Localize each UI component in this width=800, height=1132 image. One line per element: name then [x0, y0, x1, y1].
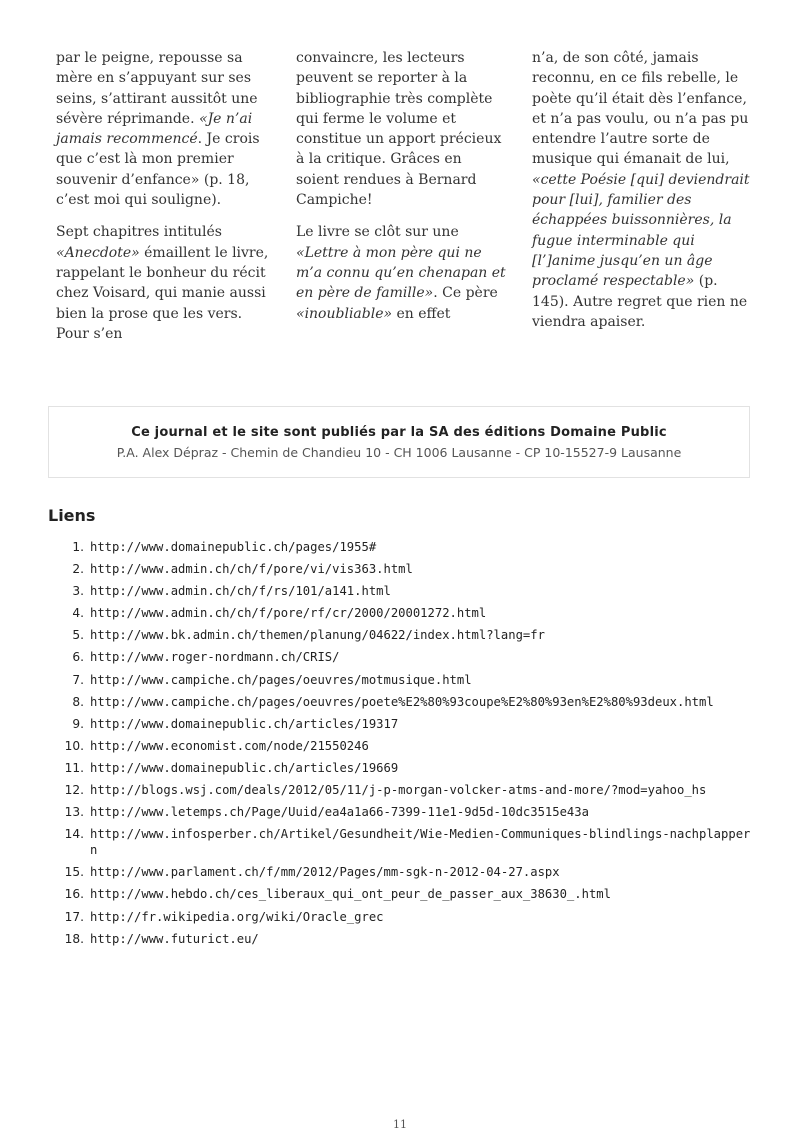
link-number: 17. [64, 909, 84, 924]
article-column-3 [532, 48, 752, 344]
link-number: 15. [64, 865, 84, 880]
publisher-line: Ce journal et le site sont publiés par la SA des éditions Domaine Public [131, 425, 667, 440]
link-url[interactable]: http://www.admin.ch/ch/f/rs/101/a141.html [90, 584, 391, 599]
link-item [56, 539, 756, 555]
quote-italic: «cette Poésie [qui] deviendrait pour [lui], familier des échappées buissonnières, la fugue interminable qui [l’]anime jusqu’en un âge proclamé respectable» [532, 171, 750, 290]
text-run: par le peigne, repousse sa mère en s’appuyant sur ses seins, s’attirant aussitôt une sévère réprimande. [56, 50, 258, 127]
link-number: 12. [64, 783, 84, 798]
link-item [56, 804, 756, 820]
link-item [56, 760, 756, 776]
link-number: 14. [64, 827, 84, 842]
link-url[interactable]: http://www.domainepublic.ch/articles/19317 [90, 716, 399, 731]
link-item [56, 886, 756, 902]
link-item [56, 782, 756, 798]
article-column-1 [56, 48, 272, 344]
paragraph [56, 222, 272, 344]
link-url[interactable]: http://www.infosperber.ch/Artikel/Gesundheit/Wie-Medien-Communiques-blindlings-nachplappern [90, 827, 751, 858]
link-number: 3. [72, 584, 84, 599]
link-url[interactable]: http://www.parlament.ch/f/mm/2012/Pages/mm-sgk-n-2012-04-27.aspx [90, 865, 560, 880]
links-list [56, 539, 756, 953]
link-number: 1. [72, 540, 84, 554]
link-number: 8. [72, 694, 84, 709]
link-item [56, 931, 756, 947]
text-run: . Ce père [433, 285, 498, 302]
link-url[interactable]: http://www.economist.com/node/21550246 [90, 738, 369, 753]
link-item [56, 864, 756, 880]
link-item [56, 605, 756, 621]
link-item [56, 694, 756, 710]
link-url[interactable]: http://www.admin.ch/ch/f/pore/rf/cr/2000/20001272.html [90, 606, 487, 621]
quote-italic: «inoubliable» [296, 305, 393, 322]
link-number: 7. [72, 672, 84, 687]
link-number: 9. [72, 716, 84, 731]
link-item [56, 627, 756, 643]
paragraph [296, 222, 508, 323]
link-item [56, 583, 756, 599]
link-number: 2. [72, 562, 84, 577]
text-run: n’a, de son côté, jamais reconnu, en ce fils rebelle, le poète qu’il était dès l’enfance, et n’a pas voulu, ou n’a pas pu entendre l’autre sorte de musique qui émanait de lui, [532, 50, 749, 168]
link-item [56, 909, 756, 925]
link-url[interactable]: http://www.roger-nordmann.ch/CRIS/ [90, 650, 340, 665]
link-number: 11. [64, 760, 84, 775]
link-item [56, 738, 756, 754]
link-number: 5. [72, 628, 84, 643]
text-run: émaillent le livre, rappelant le bonheur du récit chez Voisard, qui manie aussi bien la prose que les vers. Pour s’en [56, 244, 269, 342]
publisher-box [48, 406, 750, 478]
text-run: en effet [392, 305, 451, 322]
article-column-2 [296, 48, 508, 344]
text-run: (p. 145). Autre regret que rien ne viendra apaiser. [532, 273, 748, 330]
link-number: 10. [64, 738, 84, 753]
publisher-address: P.A. Alex Dépraz - Chemin de Chandieu 10 - CH 1006 Lausanne - CP 10-15527-9 Lausanne [116, 445, 682, 460]
text-run: Le livre se clôt sur une [296, 224, 459, 241]
text-run: Sept chapitres intitulés [56, 224, 222, 241]
link-url[interactable]: http://www.hebdo.ch/ces_liberaux_qui_ont_peur_de_passer_aux_38630_.html [90, 887, 611, 902]
link-number: 16. [64, 887, 84, 902]
quote-italic: «Je n’ai jamais recommencé [56, 110, 253, 148]
link-url[interactable]: http://www.domainepublic.ch/articles/19669 [90, 760, 399, 775]
link-item [56, 649, 756, 665]
link-number: 6. [72, 650, 84, 665]
paragraph: convaincre, les lecteurs peuvent se reporter à la bibliographie très complète qui ferme le volume et constitue un apport précieux à la critique. Grâces en soient rendues à Bernard Campiche! [296, 50, 502, 209]
link-url[interactable]: http://blogs.wsj.com/deals/2012/05/11/j-p-morgan-volcker-atms-and-more/?mod=yahoo_hs [90, 783, 707, 798]
paragraph [532, 48, 752, 332]
link-number: 18. [64, 931, 84, 946]
link-item [56, 672, 756, 688]
link-url[interactable]: http://www.letemps.ch/Page/Uuid/ea4a1a66-7399-11e1-9d5d-10dc3515e43a [90, 805, 589, 820]
link-url[interactable]: http://www.domainepublic.ch/pages/1955# [90, 540, 377, 554]
article-columns [56, 48, 756, 344]
quote-italic: «Lettre à mon père qui ne m’a connu qu’en chenapan et en père de famille» [296, 244, 506, 302]
link-url[interactable]: http://www.futurict.eu/ [90, 931, 259, 946]
links-heading: Liens [48, 506, 96, 525]
page-number: 11 [393, 1118, 407, 1131]
link-url[interactable]: http://www.campiche.ch/pages/oeuvres/motmusique.html [90, 672, 472, 687]
link-item [56, 561, 756, 577]
link-url[interactable]: http://www.admin.ch/ch/f/pore/vi/vis363.html [90, 562, 413, 577]
link-url[interactable]: http://www.bk.admin.ch/themen/planung/04622/index.html?lang=fr [90, 628, 545, 643]
link-number: 4. [72, 606, 84, 621]
quote-italic: «Anecdote» [56, 244, 140, 261]
link-url[interactable]: http://fr.wikipedia.org/wiki/Oracle_grec [90, 909, 384, 924]
link-number: 13. [64, 805, 84, 820]
paragraph [56, 48, 272, 210]
link-item [56, 716, 756, 732]
link-url[interactable]: http://www.campiche.ch/pages/oeuvres/poete%E2%80%93coupe%E2%80%93en%E2%80%93deux.html [90, 694, 714, 709]
text-run: . Je crois que c’est là mon premier souvenir d’enfance» (p. 18, c’est moi qui souligne). [56, 131, 260, 209]
link-item [56, 826, 756, 858]
